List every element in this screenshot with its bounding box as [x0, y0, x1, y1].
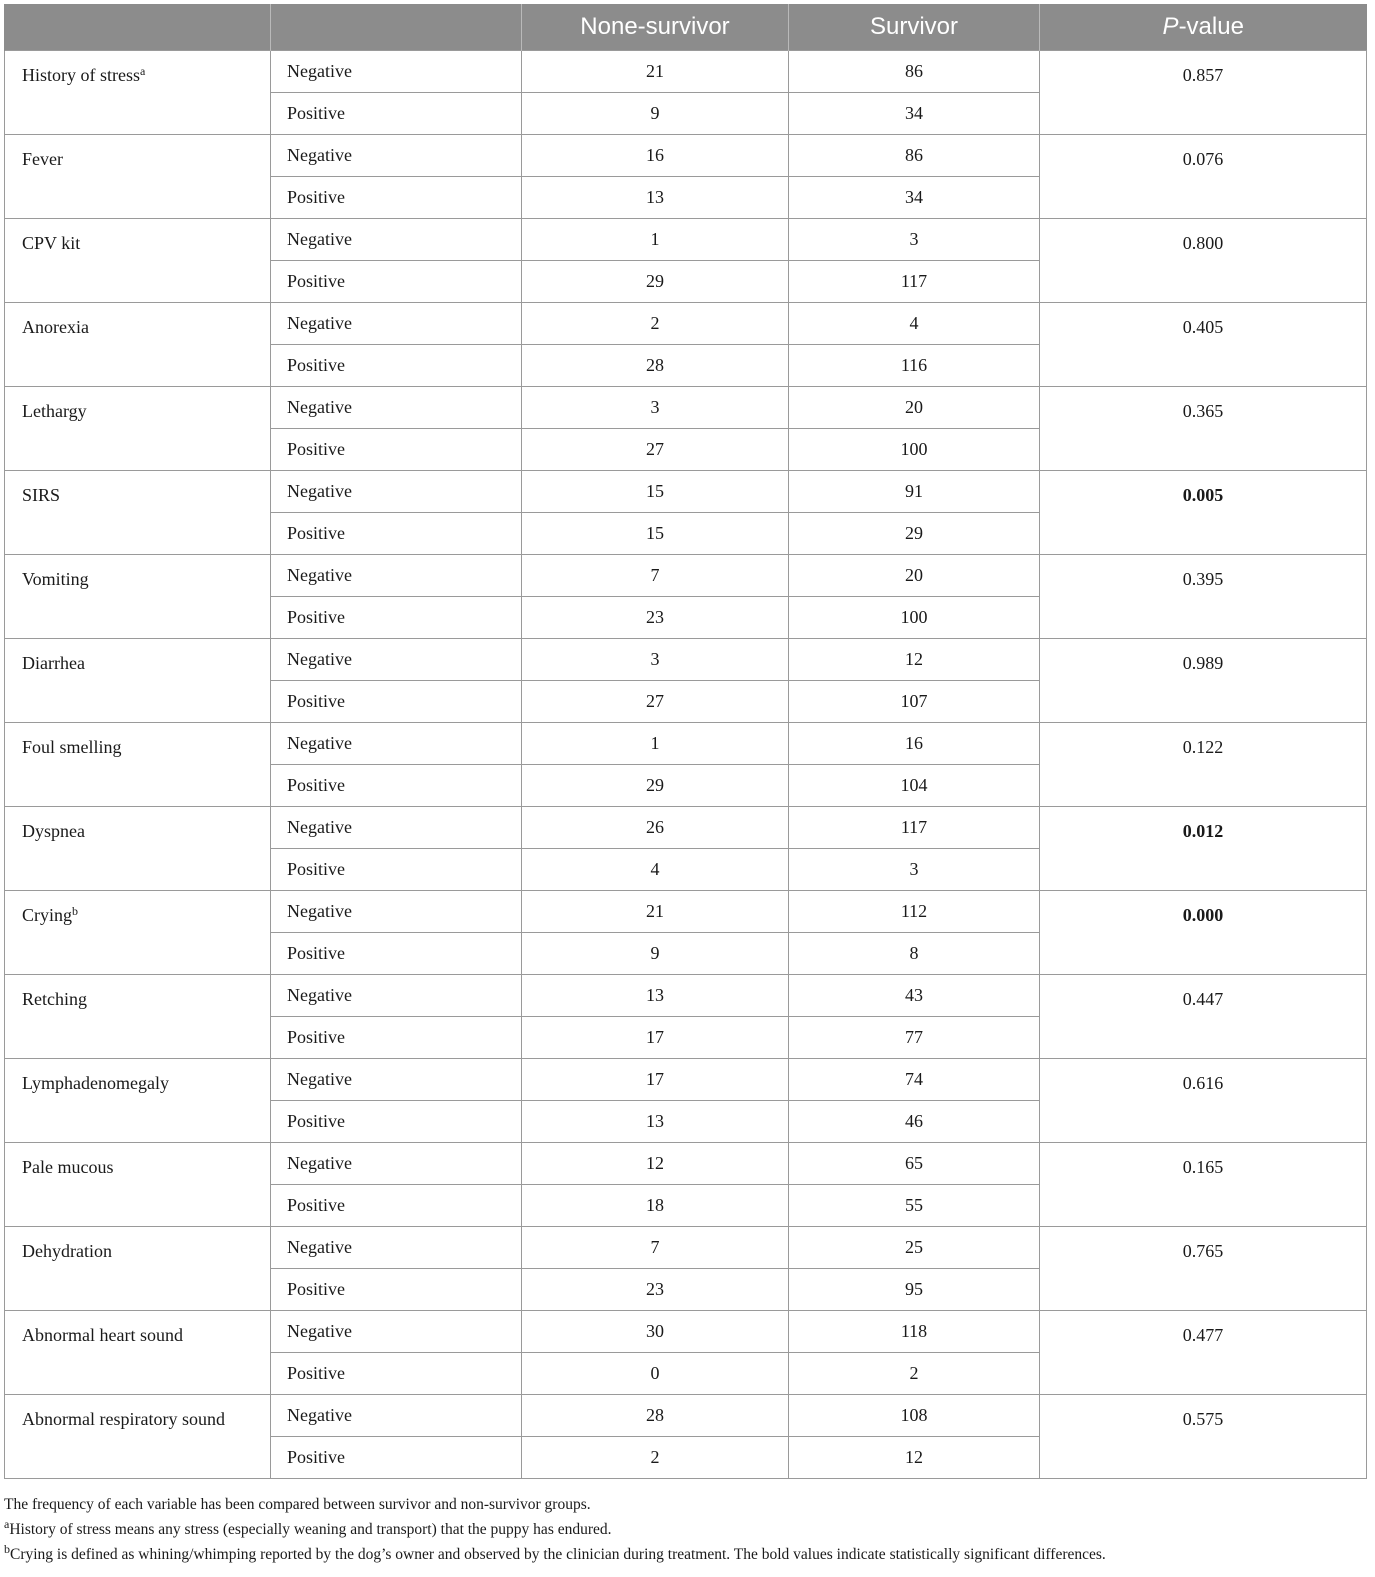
survivor-positive: 12 [789, 1437, 1040, 1479]
level-negative: Negative [271, 723, 522, 765]
level-positive: Positive [271, 513, 522, 555]
table-row [5, 891, 1367, 933]
header-p-rest: -value [1178, 13, 1244, 40]
p-value: 0.765 [1040, 1227, 1367, 1311]
variable-label: History of stress [22, 65, 140, 85]
level-positive: Positive [271, 933, 522, 975]
survivor-positive: 107 [789, 681, 1040, 723]
variable-name [5, 555, 271, 639]
variable-name [5, 303, 271, 387]
table-row [5, 51, 1367, 93]
level-positive: Positive [271, 1185, 522, 1227]
survivor-negative: 74 [789, 1059, 1040, 1101]
survivor-negative: 20 [789, 387, 1040, 429]
level-positive: Positive [271, 849, 522, 891]
survivor-negative: 4 [789, 303, 1040, 345]
survivor-positive: 117 [789, 261, 1040, 303]
variable-name [5, 1059, 271, 1143]
non-survivor-positive: 29 [522, 765, 789, 807]
p-value: 0.405 [1040, 303, 1367, 387]
non-survivor-positive: 27 [522, 429, 789, 471]
p-value: 0.575 [1040, 1395, 1367, 1479]
variable-label: Diarrhea [22, 653, 85, 673]
non-survivor-negative: 16 [522, 135, 789, 177]
header-p-italic: P [1162, 13, 1179, 40]
survivor-positive: 100 [789, 429, 1040, 471]
variable-name [5, 471, 271, 555]
p-value: 0.447 [1040, 975, 1367, 1059]
table-container [4, 4, 1366, 1479]
level-positive: Positive [271, 1269, 522, 1311]
p-value: 0.076 [1040, 135, 1367, 219]
table-row [5, 1311, 1367, 1353]
level-negative: Negative [271, 1143, 522, 1185]
non-survivor-negative: 21 [522, 891, 789, 933]
non-survivor-negative: 21 [522, 51, 789, 93]
non-survivor-negative: 17 [522, 1059, 789, 1101]
survivor-negative: 20 [789, 555, 1040, 597]
survivor-negative: 108 [789, 1395, 1040, 1437]
variable-label: Fever [22, 149, 63, 169]
survivor-positive: 34 [789, 177, 1040, 219]
level-negative: Negative [271, 1227, 522, 1269]
survivor-positive: 77 [789, 1017, 1040, 1059]
non-survivor-negative: 7 [522, 1227, 789, 1269]
variable-label: Crying [22, 905, 73, 925]
level-positive: Positive [271, 345, 522, 387]
variable-name [5, 891, 271, 975]
survivor-negative: 112 [789, 891, 1040, 933]
p-value: 0.000 [1040, 891, 1367, 975]
p-value: 0.800 [1040, 219, 1367, 303]
survivor-positive: 100 [789, 597, 1040, 639]
level-negative: Negative [271, 135, 522, 177]
variable-label: Vomiting [22, 569, 89, 589]
survivor-positive: 104 [789, 765, 1040, 807]
footnote-general: The frequency of each variable has been compared between survivor and non-survivor groups. [4, 1496, 591, 1513]
footnote-marker: b [72, 904, 79, 918]
non-survivor-positive: 2 [522, 1437, 789, 1479]
survivor-negative: 3 [789, 219, 1040, 261]
variable-label: Abnormal respiratory sound [22, 1409, 225, 1429]
header-level [271, 4, 522, 51]
non-survivor-positive: 15 [522, 513, 789, 555]
p-value: 0.477 [1040, 1311, 1367, 1395]
non-survivor-positive: 0 [522, 1353, 789, 1395]
table-header [5, 4, 1367, 51]
non-survivor-positive: 18 [522, 1185, 789, 1227]
level-negative: Negative [271, 219, 522, 261]
survivor-negative: 65 [789, 1143, 1040, 1185]
level-positive: Positive [271, 1437, 522, 1479]
table-footnotes [4, 1492, 1366, 1567]
footnote-a-marker: a [4, 1517, 10, 1531]
level-negative: Negative [271, 1059, 522, 1101]
survivor-negative: 118 [789, 1311, 1040, 1353]
variable-name [5, 135, 271, 219]
level-positive: Positive [271, 429, 522, 471]
level-negative: Negative [271, 555, 522, 597]
table-row [5, 1395, 1367, 1437]
non-survivor-positive: 29 [522, 261, 789, 303]
table-row [5, 471, 1367, 513]
variable-label: Abnormal heart sound [22, 1325, 183, 1345]
table-row [5, 303, 1367, 345]
non-survivor-negative: 30 [522, 1311, 789, 1353]
table-row [5, 807, 1367, 849]
table-row [5, 723, 1367, 765]
survivor-negative: 86 [789, 51, 1040, 93]
variable-label: Foul smelling [22, 737, 122, 757]
level-positive: Positive [271, 1017, 522, 1059]
p-value: 0.165 [1040, 1143, 1367, 1227]
survivor-positive: 8 [789, 933, 1040, 975]
level-negative: Negative [271, 387, 522, 429]
p-value: 0.857 [1040, 51, 1367, 135]
level-positive: Positive [271, 93, 522, 135]
variable-name [5, 51, 271, 135]
table-row [5, 387, 1367, 429]
variable-name [5, 807, 271, 891]
variable-label: CPV kit [22, 233, 81, 253]
non-survivor-positive: 23 [522, 1269, 789, 1311]
p-value: 0.012 [1040, 807, 1367, 891]
non-survivor-positive: 13 [522, 177, 789, 219]
survivor-positive: 29 [789, 513, 1040, 555]
variable-label: Lethargy [22, 401, 87, 421]
non-survivor-negative: 15 [522, 471, 789, 513]
variable-label: SIRS [22, 485, 61, 505]
results-table [4, 4, 1367, 1479]
level-positive: Positive [271, 177, 522, 219]
level-positive: Positive [271, 765, 522, 807]
survivor-negative: 91 [789, 471, 1040, 513]
level-positive: Positive [271, 1101, 522, 1143]
variable-name [5, 1227, 271, 1311]
non-survivor-negative: 12 [522, 1143, 789, 1185]
survivor-positive: 46 [789, 1101, 1040, 1143]
footnote-marker: a [140, 64, 146, 78]
level-negative: Negative [271, 807, 522, 849]
variable-name [5, 1143, 271, 1227]
level-negative: Negative [271, 471, 522, 513]
non-survivor-negative: 1 [522, 723, 789, 765]
variable-name [5, 387, 271, 471]
table-row [5, 1143, 1367, 1185]
level-negative: Negative [271, 51, 522, 93]
variable-name [5, 639, 271, 723]
non-survivor-positive: 9 [522, 93, 789, 135]
table-row [5, 1059, 1367, 1101]
variable-name [5, 975, 271, 1059]
header-row [5, 4, 1367, 51]
header-p-value [1040, 4, 1367, 51]
non-survivor-positive: 28 [522, 345, 789, 387]
non-survivor-negative: 2 [522, 303, 789, 345]
footnote-b-marker: b [4, 1542, 10, 1556]
footnote-a-text: History of stress means any stress (especially weaning and transport) that the puppy has endured. [9, 1521, 612, 1538]
survivor-negative: 86 [789, 135, 1040, 177]
variable-label: Dehydration [22, 1241, 112, 1261]
table-row [5, 555, 1367, 597]
non-survivor-positive: 13 [522, 1101, 789, 1143]
non-survivor-negative: 3 [522, 387, 789, 429]
level-negative: Negative [271, 639, 522, 681]
non-survivor-negative: 13 [522, 975, 789, 1017]
header-non-survivor: None-survivor [522, 4, 789, 51]
level-negative: Negative [271, 1311, 522, 1353]
p-value: 0.005 [1040, 471, 1367, 555]
table-row [5, 975, 1367, 1017]
survivor-negative: 117 [789, 807, 1040, 849]
non-survivor-positive: 4 [522, 849, 789, 891]
level-negative: Negative [271, 891, 522, 933]
non-survivor-negative: 3 [522, 639, 789, 681]
level-positive: Positive [271, 1353, 522, 1395]
table-row [5, 639, 1367, 681]
p-value: 0.989 [1040, 639, 1367, 723]
non-survivor-negative: 7 [522, 555, 789, 597]
non-survivor-negative: 1 [522, 219, 789, 261]
p-value: 0.365 [1040, 387, 1367, 471]
non-survivor-positive: 27 [522, 681, 789, 723]
survivor-negative: 12 [789, 639, 1040, 681]
level-positive: Positive [271, 681, 522, 723]
level-negative: Negative [271, 1395, 522, 1437]
non-survivor-positive: 17 [522, 1017, 789, 1059]
non-survivor-positive: 9 [522, 933, 789, 975]
level-negative: Negative [271, 303, 522, 345]
survivor-positive: 3 [789, 849, 1040, 891]
table-row [5, 219, 1367, 261]
non-survivor-negative: 26 [522, 807, 789, 849]
footnote-b-text: Crying is defined as whining/whimping reported by the dog’s owner and observed by the clinician during treatment. The bold values indicate statistically significant differences. [10, 1546, 1106, 1563]
table-row [5, 1227, 1367, 1269]
header-variable [5, 4, 271, 51]
survivor-positive: 95 [789, 1269, 1040, 1311]
table-row [5, 135, 1367, 177]
survivor-positive: 34 [789, 93, 1040, 135]
footnote-b [4, 1542, 1366, 1567]
level-positive: Positive [271, 597, 522, 639]
footnote-a [4, 1517, 1366, 1542]
variable-label: Lymphadenomegaly [22, 1073, 169, 1093]
survivor-negative: 43 [789, 975, 1040, 1017]
variable-name [5, 1311, 271, 1395]
variable-label: Pale mucous [22, 1157, 114, 1177]
p-value: 0.122 [1040, 723, 1367, 807]
table-body [5, 51, 1367, 1479]
p-value: 0.616 [1040, 1059, 1367, 1143]
variable-name [5, 1395, 271, 1479]
survivor-negative: 25 [789, 1227, 1040, 1269]
non-survivor-negative: 28 [522, 1395, 789, 1437]
level-positive: Positive [271, 261, 522, 303]
header-survivor: Survivor [789, 4, 1040, 51]
survivor-positive: 55 [789, 1185, 1040, 1227]
variable-label: Retching [22, 989, 87, 1009]
variable-name [5, 219, 271, 303]
survivor-positive: 2 [789, 1353, 1040, 1395]
survivor-positive: 116 [789, 345, 1040, 387]
non-survivor-positive: 23 [522, 597, 789, 639]
p-value: 0.395 [1040, 555, 1367, 639]
level-negative: Negative [271, 975, 522, 1017]
variable-label: Dyspnea [22, 821, 85, 841]
survivor-negative: 16 [789, 723, 1040, 765]
variable-label: Anorexia [22, 317, 89, 337]
variable-name [5, 723, 271, 807]
